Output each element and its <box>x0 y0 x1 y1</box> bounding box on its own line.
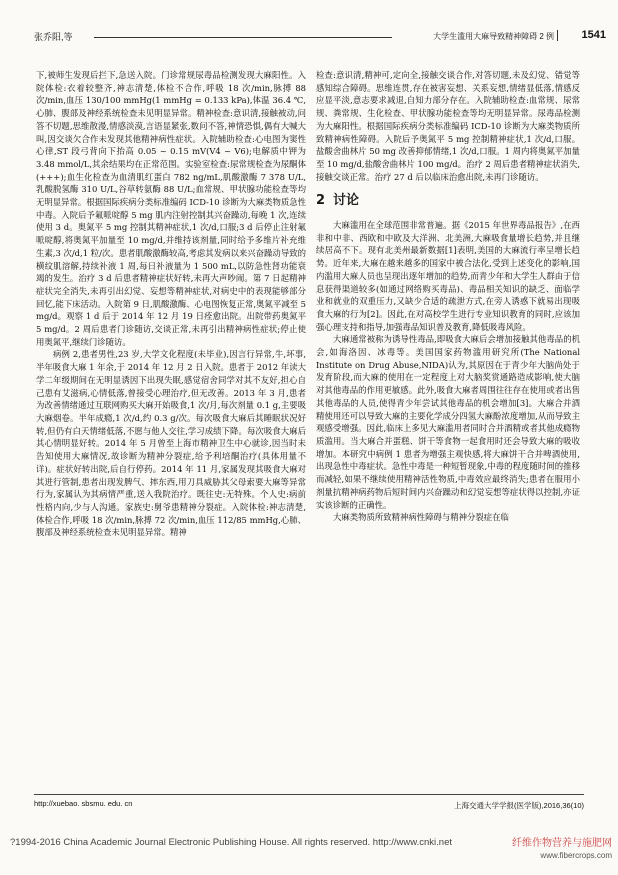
paragraph: 病例 2,患者男性,23 岁,大学文化程度(未毕业),因言行异常,牛,坏事,半年吸食大麻 1 年余,于 2014 年 12 月 2 日入院。患者于 2012 年读大学二年级期间在无明显诱因下出现失眠,感觉宿舍同学对其不友好,担心自己患有艾滋病,心情低落,曾接受心理治疗,但无改善。2013 年 3 月,患者为改善情绪通过互联网购买大麻开始吸食,1 次/月,每次剂量 0.1 g,主要吸大麻烟卷。半年成瘾,1 次/d,约 0.3 g/次。每次吸食大麻后其睡眠状况好转,但仍有白天情绪低落,不愿与他人交往,学习成绩下降。每次吸食大麻后其心情明显好转。2014 年 5 月曾至上海市精神卫生中心就诊,因当时未告知使用大麻情况,故诊断为精神分裂症,给予利培酮治疗(具体用量不详)。症状好转出院,后自行停药。2014 年 11 月,家属发现其吸食大麻对其进行管制,患者出现发脾气、摔东西,用刀具威胁其父母索要大麻等异常行为,家属认为其病情严重,送入我院治疗。既往史:无特殊。个人史:病前性格内向,少与人沟通。家族史:舅爷患精神分裂症。入院体检:神志清楚,体检合作,呼吸 18 次/min,脉搏 72 次/min,血压 112/85 mmHg,心肺、腹部及神经系统检查未见明显异常。精神 <box>36 349 306 538</box>
footer-rule <box>34 794 584 795</box>
left-column <box>36 69 306 539</box>
footer-journal: 上海交通大学学报(医学版),2016,36(10) <box>453 801 584 810</box>
header-rule <box>94 37 392 38</box>
section-title: 讨论 <box>333 193 360 209</box>
watermark-title: 纤维作物营养与施肥网 <box>512 838 612 849</box>
header-title: 大学生滥用大麻导致精神障碍 2 例 <box>433 32 554 41</box>
paragraph: 大麻类物质所致精神病性障碍与精神分裂症在临 <box>333 512 509 523</box>
copyright-line: ?1994-2016 China Academic Journal Electronic Publishing House. All rights reserved. http://www.cnki.net <box>10 837 452 848</box>
paragraph: 检查:意识清,精神可,定向全,接触交谈合作,对答切题,未及幻觉、错觉等感知综合障碍。思维连贯,存在被害妄想、关系妄想,情绪显低落,情感反应显平淡,意志要求减退,自知力部分存在。入院辅助检查:血常规、尿常规、粪常规、生化检查、甲状腺功能检查等均无明显异常。尿毒品检测为大麻阳性。根据国际疾病分类标准编码 ICD-10 诊断为大麻类物质所致精神病性障碍。入院后予奥氮平 5 mg 控制精神症状,1 次/d,口服。盐酸舍曲林片 50 mg 改善抑郁情绪,1 次/d,口服。1 周内将奥氮平加量至 10 mg/d,盐酸舍曲林片 100 mg/d。治疗 2 周后患者精神症状消失,接触交谈正常。治疗 27 d 后以临床治愈出院,未再门诊随访。 <box>316 70 580 182</box>
right-column-bottom <box>316 219 580 524</box>
watermark-url: www.fibercrops.com <box>540 851 612 860</box>
watermark <box>512 838 612 862</box>
right-column <box>316 69 580 524</box>
page-footer <box>34 794 584 816</box>
paragraph: 下,被师生发现后拦下,急送入院。门诊常规尿毒品检测发现大麻阳性。入院体检:衣着较整齐,神志清楚,体检不合作,呼吸 18 次/min,脉搏 88 次/min,血压 130/100 mmHg(1 mmHg = 0.133 kPa),体温 36.4 ℃,心肺、腹部及神经系统检查未见明显异常。精神检查:意识清,接触被动,问答不切题,思维散漫,情感淡漠,言语显紧张,数问不答,神情恐惧,偶有大喊大叫,因交谈欠合作未发现其他精神病性症状。入院辅助检查:心电图为窦性心律,ST 段弓背向下抬高 0.05 ~ 0.15 mV(V4 ~ V6);电解质中钾为 3.48 mmol/L,其余结果均在正常范围。实验室检查:尿常规检查为尿酮体(+++);血生化检查为血清肌红蛋白 782 ng/mL,肌酸激酶 7 378 U/L,乳酸脱氢酶 310 U/L,谷草转氨酶 88 U/L;血常规、甲状腺功能检查等均无明显异常。根据国际疾病分类标准编码 ICD-10 诊断为大麻类物质急性中毒。入院后予氟哌啶醇 5 mg 肌内注射控制其兴奋躁动,每晚 1 次,连续使用 3 d。奥氮平 5 mg 控制其精神症状,1 次/d,口服;3 d 后停止注射氟哌啶醇,将奥氮平加量至 10 mg/d,并维持该剂量,同时给予多维片补充维生素,3 次/d,1 粒/次。患者肌酸激酶较高,考虑其发病以来兴奋躁动导致的横纹肌溶解,持续补液 1 周,每日补液量为 1 500 mL,以防急性肾功能衰竭的发生。治疗 3 d 后患者精神症状好转,未再大声吵闹。第 7 日起精神症状完全消失,未再引出幻觉、妄想等精神症状,对病史中的表现能够部分回忆,能下床活动。入院第 9 日,肌酸激酶、心电图恢复正常,奥氮平减至 5 mg/d。观察 1 d 后于 2014 年 12 月 19 日痊愈出院。出院带药奥氮平 5 mg/d。2 周后患者门诊随访,交谈正常,未再引出精神病性症状;停止使用奥氮平,继续门诊随访。 <box>36 70 306 347</box>
header-separator <box>557 30 558 41</box>
running-header <box>34 30 606 44</box>
right-column-top <box>316 69 580 183</box>
paragraph: 大麻滥用在全球范围非常普遍。据《2015 年世界毒品报告》,在西非和中非、西欧和中欧及大洋洲、北美洲,大麻吸食量增长趋势,并且继续居高不下。现有北美州最新数据[1]表明,美国的大麻流行率呈增长趋势。近年来,大麻在越来越多的国家中被合法化,受到上述变化的影响,国内滥用大麻人员也呈现出逐年增加的趋势,而青少年和大学生人群由于信息获得渠道较多(如通过网络购买毒品)、毒品相关知识的缺乏、面临学业和就业的双重压力,又缺少合适的疏泄方式,在旁人诱惑下就易出现吸食大麻的行为[2]。因此,在对高校学生进行专业知识教育的同时,应该加强心理支持和指导,加强毒品知识普及教育,降低吸毒风险。 <box>316 220 580 332</box>
header-author: 张乔阳,等 <box>34 32 73 42</box>
section-number: 2 <box>316 193 326 209</box>
footer-url[interactable]: http://xuebao. sbsmu. edu. cn <box>34 799 133 808</box>
paragraph: 大麻通常被称为诱导性毒品,即吸食大麻后会增加接触其他毒品的机会,如海洛因、冰毒等。美国国家药物滥用研究所(The National Institute on Drug Abuse,NIDA)认为,其原因在于青少年大脑尚处于发育阶段,而大麻的使用在一定程度上对大脑奖赏通路造成影响,使大脑对其他毒品的作用更敏感。此外,吸食大麻者周围往往存在使用或者出售其他毒品的人员,使得青少年尝试其他毒品的机会增加[3]。大麻合并酒精使用还可以导致大麻的主要化学成分四氢大麻酚浓度增加,从而导致主观感受增强。因此,临床上多见大麻滥用者同时合并酒精或者其他成瘾物质滥用。当大麻合并蛋糕、饼干等食物一起食用时还会导致大麻的吸收增加。本研究中病例 1 患者为增强主观快感,将大麻饼干合并啤酒使用,出现急性中毒症状。急性中毒是一种短暂现象,中毒的程度随时间的推移而减轻,如果不继续使用精神活性物质,中毒效应最终消失;患者在服用小剂量抗精神病药物后短时间内兴奋躁动和幻觉妄想等症状得以控制,亦证实该诊断的正确性。 <box>316 334 580 510</box>
page-number: 1541 <box>581 29 606 41</box>
section-heading <box>316 195 580 208</box>
